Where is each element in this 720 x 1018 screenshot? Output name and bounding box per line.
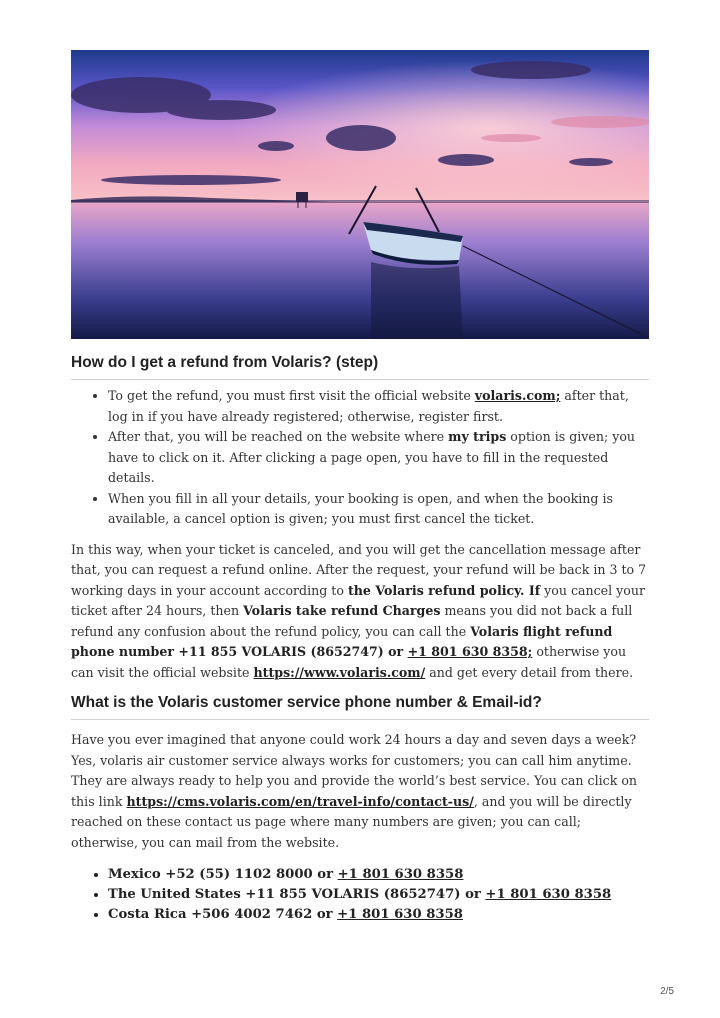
refund-phone-text: Volaris flight refund phone number +11 855 VOLARIS (8652747) or — [71, 623, 613, 659]
country-number-text: Mexico +52 (55) 1102 8000 or — [108, 867, 338, 882]
phone-link[interactable]: +1 801 630 8358 — [485, 887, 612, 902]
step-text: After that, you will be reached on the website where — [108, 429, 449, 444]
para-text: and get every detail from there. — [425, 664, 634, 680]
refund-charges-text: Volaris take refund Charges — [243, 603, 441, 618]
country-number-text: The United States +11 855 VOLARIS (8652747) or — [108, 887, 486, 902]
para-text: , and you will be directly reached on these contact us page where many numbers are given; you can call; otherwise, you can mail from the website. — [71, 793, 632, 850]
phone-link[interactable]: +1 801 630 8358 — [337, 907, 463, 922]
boat-sunset-photo — [71, 50, 649, 339]
refund-steps-heading: How do I get a refund from Volaris? (step) — [71, 354, 649, 380]
customer-service-paragraph — [71, 730, 649, 853]
list-item — [108, 905, 649, 925]
step-text: option is given; you have to click on it. After clicking a page open, you have to fill in the requested details. — [108, 429, 636, 485]
phone-link[interactable]: +1 801 630 8358; — [407, 644, 533, 659]
list-item — [108, 885, 649, 905]
para-text: you cancel your ticket after 24 hours, then — [71, 582, 645, 618]
refund-policy-text: the Volaris refund policy. If — [347, 582, 541, 598]
contact-us-link[interactable]: https://cms.volaris.com/en/travel-info/contact-us/ — [126, 793, 474, 809]
country-number-text: Costa Rica +506 4002 7462 or — [108, 907, 338, 922]
list-item — [108, 427, 649, 489]
step-text: To get the refund, you must first visit the official website — [108, 388, 475, 403]
step-text: When you fill in all your details, your booking is open, and when the booking is available, a cancel option is given; you must first cancel the ticket. — [108, 490, 613, 526]
volaris-url-link[interactable]: https://www.volaris.com/ — [253, 664, 426, 680]
page-number: 2/5 — [660, 986, 674, 997]
main-content — [71, 354, 649, 925]
para-text: In this way, when your ticket is canceled, and you will get the cancellation message after that, you can request a refund online. After the request, your refund will be back in 3 to 7 working days in your account according to — [71, 541, 647, 598]
volaris-website-link[interactable]: volaris.com; — [474, 388, 561, 403]
list-item — [108, 489, 649, 530]
hero-image — [71, 50, 649, 339]
list-item — [108, 386, 649, 427]
phone-numbers-list — [71, 865, 649, 925]
my-trips-text: my trips — [448, 429, 507, 444]
para-text: means you did not back a full refund any confusion about the refund policy, you can call the — [71, 603, 633, 639]
para-text: otherwise you can visit the official website — [71, 644, 627, 680]
step-text: after that, log in if you have already registered; otherwise, register first. — [108, 388, 629, 424]
list-item — [108, 865, 649, 885]
refund-paragraph — [71, 540, 649, 684]
phone-link[interactable]: +1 801 630 8358 — [337, 867, 464, 882]
customer-service-heading: What is the Volaris customer service phone number & Email-id? — [71, 694, 649, 720]
para-text: Have you ever imagined that anyone could work 24 hours a day and seven days a week? Yes, volaris air customer service always works for customers; you can call him anytime. They are always ready to help you and provide the world’s best service. You can click on this link — [71, 732, 638, 809]
refund-steps-list — [71, 386, 649, 530]
